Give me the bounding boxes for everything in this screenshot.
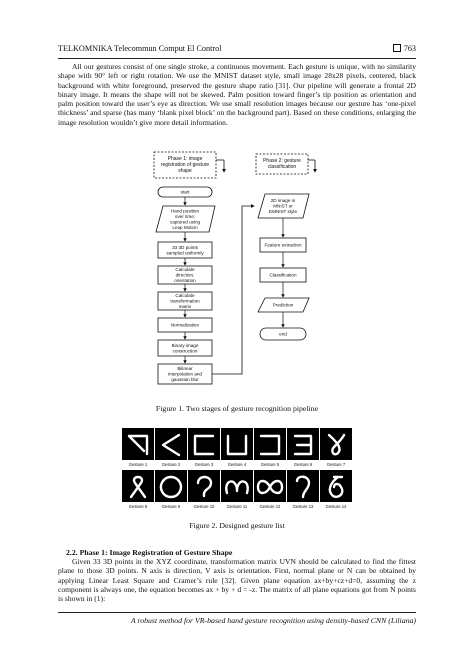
gesture-label: Gesture 14 [325, 504, 347, 509]
gesture-label: Gesture 7 [326, 462, 346, 467]
step-label: orientation [174, 278, 196, 284]
phase-connector [212, 206, 254, 374]
step-label: Normalization [170, 322, 200, 328]
figure-2-gesture-grid [122, 428, 354, 510]
figure-1-flowchart [150, 150, 330, 385]
step-label: transformation [170, 298, 200, 304]
step-label: 2D image in [270, 198, 296, 204]
section-heading: 2.2. Phase 1: Image Registration of Gesture Shape [66, 548, 233, 557]
gesture-label: Gesture 4 [227, 462, 247, 467]
phase-2-label: classification [267, 163, 297, 170]
gesture-label: Gesture 12 [259, 504, 281, 509]
page-number: 763 [393, 44, 416, 53]
step-label: Binary image [171, 342, 199, 348]
step-label: sampled uniformly [166, 250, 204, 256]
step-label: Feature extraction [264, 242, 302, 248]
step-label: construction [172, 348, 198, 354]
phase-1-label: registration of gesture [160, 161, 210, 168]
gesture-tile [254, 428, 286, 460]
square-icon [393, 44, 401, 52]
figure-2-caption: Figure 2. Designed gesture list [189, 521, 285, 530]
gesture-label: Gesture 2 [161, 462, 181, 467]
phase-1-label: Phase 1: image [167, 155, 203, 162]
gesture-tile [155, 428, 187, 460]
step-label: Bilinear [177, 366, 193, 372]
step-label: interpolation and [168, 371, 202, 377]
step-label: EMNIST style [269, 209, 297, 215]
step-label: 33 3D points [172, 244, 198, 250]
step-label: Calculate [175, 293, 195, 299]
step-label: Prediction [272, 302, 294, 308]
journal-name: TELKOMNIKA Telecommun Comput El Control [58, 44, 222, 53]
gesture-label: Gesture 1 [128, 462, 148, 467]
step-label: end [279, 331, 287, 337]
step-label: Leap Motion [172, 224, 198, 230]
phase-2-label: Phase 2: gesture [263, 157, 301, 164]
step-label: MNIST or [273, 203, 293, 209]
gesture-label: Gesture 11 [226, 504, 248, 509]
step-label: Classification [269, 272, 297, 278]
step-label: direction, [175, 272, 195, 278]
gesture-label: Gesture 10 [193, 504, 215, 509]
step-label: over time; [174, 213, 196, 219]
figure-1-caption: Figure 1. Two stages of gesture recognition pipeline [155, 404, 319, 413]
gesture-label: Gesture 8 [128, 504, 148, 509]
phase-1-label: shape [178, 167, 192, 174]
paragraph-gestures: All our gestures consist of one single stroke, a continuous movement. Each gesture is unique, with no similarity shape with 90° left or right rotation. We use the MNIST dataset style, small image 28x28 pixels, centered, black background with white foreground, preserved the gesture shape ratio [31]. Our pipeline will generate a frontal 2D binary image. It means the shape will not be skewed. Palm position toward finger’s tip position as orientation and palm position toward the user’s eye as direction. We use small resolution images because our gesture has ‘one-pixel thickness’ and sparse (has many ‘blank pixel block’ on the background part). Based on these conditions, enlarging the image resolution wouldn’t give more detail information. [58, 62, 416, 127]
gesture-label: Gesture 3 [194, 462, 214, 467]
step-label: start [180, 189, 190, 195]
gesture-tile [188, 470, 220, 502]
gesture-label: Gesture 5 [260, 462, 280, 467]
step-label: matrix [178, 304, 192, 310]
step-label: Calculate [175, 267, 195, 273]
running-footer: A robust method for VR-based hand gesture recognition using density-based CNN (Liliana) [58, 612, 416, 625]
gesture-label: Gesture 9 [161, 504, 181, 509]
gesture-tile [188, 428, 220, 460]
step-label: gaussian blur [171, 377, 199, 383]
step-label: captured using [169, 219, 201, 225]
step-label: Hand position [170, 208, 200, 214]
running-header [58, 44, 416, 59]
gesture-label: Gesture 6 [293, 462, 313, 467]
gesture-tile [221, 428, 253, 460]
gesture-label: Gesture 13 [292, 504, 314, 509]
section-paragraph: Given 33 3D points in the XYZ coordinate, transformation matrix UVN should be calculated to find the fittest plane to those 3D points. N axis is direction, V axis is orientation. First, normal plane or N can be obtained by applying Linear Least Square and Cramer’s rule [32]. Given plane equation ax+by+cz+d=0, assuming the z component is always one, the equation becomes ax + by + d = -z. The matrix of all plane equations got from N points is shown in (1): [58, 557, 416, 604]
